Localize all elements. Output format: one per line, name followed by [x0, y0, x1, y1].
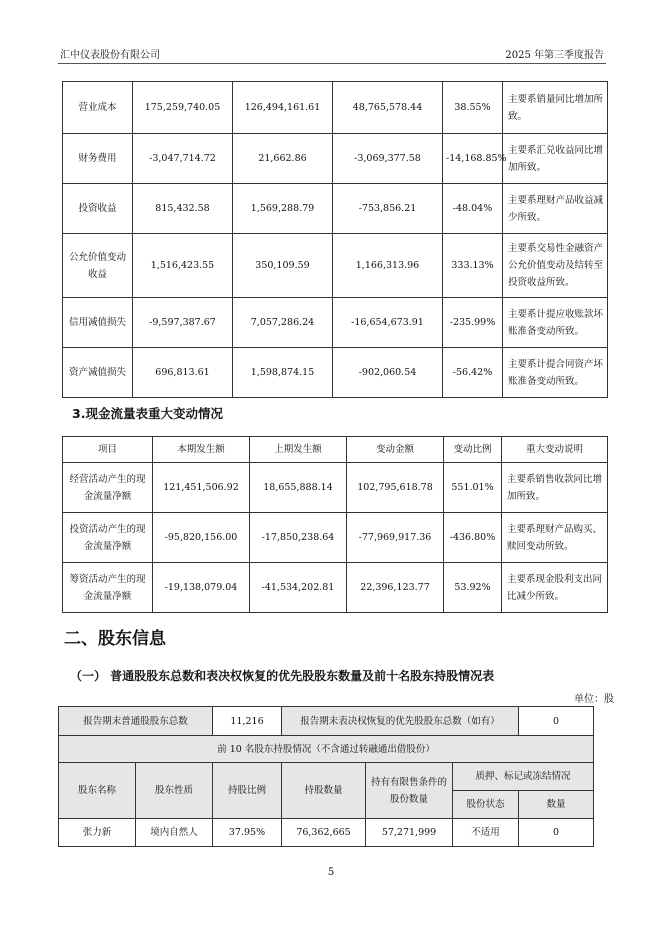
change-reason: 主要系现金股利支出同比减少所致。 [502, 563, 608, 613]
preferred-holders-label: 报告期末表决权恢复的优先股股东总数（如有） [282, 707, 519, 736]
change-amount: -902,060.54 [333, 348, 443, 398]
current-amount: 121,451,506.92 [153, 463, 250, 513]
shareholders-table [58, 706, 594, 847]
previous-amount: 18,655,888.14 [250, 463, 347, 513]
current-amount: -3,047,714.72 [133, 134, 233, 184]
table-row [63, 348, 608, 398]
table-row [63, 82, 608, 134]
change-ratio: -48.04% [443, 184, 503, 234]
current-amount: 1,516,423.55 [133, 234, 233, 298]
col-header-reason: 重大变动说明 [502, 437, 608, 463]
change-ratio: -235.99% [443, 298, 503, 348]
section-shareholders-title: 二、股东信息 [64, 629, 166, 649]
previous-amount: -17,850,238.64 [250, 513, 347, 563]
previous-amount: 1,598,874.15 [233, 348, 333, 398]
change-reason: 主要系销售收款同比增加所致。 [502, 463, 608, 513]
shareholder-total-row [59, 707, 594, 736]
row-item: 经营活动产生的现金流量净额 [63, 463, 153, 513]
previous-amount: 126,494,161.61 [233, 82, 333, 134]
table-header-row [63, 437, 608, 463]
current-amount: -95,820,156.00 [153, 513, 250, 563]
row-item: 投资收益 [63, 184, 133, 234]
change-amount: 102,795,618.78 [347, 463, 444, 513]
change-ratio: -56.42% [443, 348, 503, 398]
top10-label: 前 10 名股东持股情况（不含通过转融通出借股份） [59, 736, 594, 763]
table-row [63, 184, 608, 234]
col-header-name: 股东名称 [59, 763, 136, 819]
holder-name: 张力新 [59, 819, 136, 847]
cashflow-changes-table [62, 436, 608, 613]
holder-pledge-qty: 0 [519, 819, 594, 847]
table-row [59, 819, 594, 847]
row-item: 信用减值损失 [63, 298, 133, 348]
current-amount: -9,597,387.67 [133, 298, 233, 348]
row-item: 投资活动产生的现金流量净额 [63, 513, 153, 563]
change-amount: -753,856.21 [333, 184, 443, 234]
table-row [63, 134, 608, 184]
col-header-ratio: 持股比例 [213, 763, 282, 819]
current-amount: 696,813.61 [133, 348, 233, 398]
col-header-pledge: 质押、标记或冻结情况 [453, 763, 594, 791]
previous-amount: 350,109.59 [233, 234, 333, 298]
page-header [58, 43, 606, 64]
previous-amount: 21,662.86 [233, 134, 333, 184]
section-3-title: 3.现金流量表重大变动情况 [72, 406, 223, 421]
table-row [63, 463, 608, 513]
row-item: 资产减值损失 [63, 348, 133, 398]
change-reason: 主要系理财产品收益减少所致。 [503, 184, 608, 234]
change-reason: 主要系销量同比增加所致。 [503, 82, 608, 134]
change-amount: 48,765,578.44 [333, 82, 443, 134]
holder-qty: 76,362,665 [282, 819, 366, 847]
row-item: 筹资活动产生的现金流量净额 [63, 563, 153, 613]
previous-amount: 7,057,286.24 [233, 298, 333, 348]
col-header-ratio: 变动比例 [444, 437, 502, 463]
report-title: 2025 年第三季度报告 [505, 50, 604, 61]
change-ratio: 38.55% [443, 82, 503, 134]
change-amount: 1,166,313.96 [333, 234, 443, 298]
change-amount: -3,069,377.58 [333, 134, 443, 184]
col-header-nature: 股东性质 [136, 763, 213, 819]
holder-nature: 境内自然人 [136, 819, 213, 847]
current-amount: 815,432.58 [133, 184, 233, 234]
current-amount: -19,138,079.04 [153, 563, 250, 613]
change-ratio: -436.80% [444, 513, 502, 563]
col-header-pledge-status: 股份状态 [453, 791, 519, 819]
change-amount: -16,654,673.91 [333, 298, 443, 348]
col-header-item: 项目 [63, 437, 153, 463]
col-header-restricted: 持有有限售条件的股份数量 [366, 763, 453, 819]
top10-header-row [59, 736, 594, 763]
change-ratio: 53.92% [444, 563, 502, 613]
table-row [63, 513, 608, 563]
total-holders-label: 报告期末普通股股东总数 [59, 707, 213, 736]
previous-amount: -41,534,202.81 [250, 563, 347, 613]
table-row [63, 563, 608, 613]
col-header-current: 本期发生额 [153, 437, 250, 463]
col-header-previous: 上期发生额 [250, 437, 347, 463]
company-name: 汇中仪表股份有限公司 [60, 50, 160, 61]
change-reason: 主要系计提应收账款坏账准备变动所致。 [503, 298, 608, 348]
change-reason: 主要系汇兑收益同比增加所致。 [503, 134, 608, 184]
change-reason: 主要系计提合同资产坏账准备变动所致。 [503, 348, 608, 398]
change-reason: 主要系理财产品购买、赎回变动所致。 [502, 513, 608, 563]
change-amount: -77,969,917.36 [347, 513, 444, 563]
change-ratio: -14,168.85% [443, 134, 503, 184]
table-row [63, 298, 608, 348]
row-item: 公允价值变动收益 [63, 234, 133, 298]
table-header-row [59, 763, 594, 791]
previous-amount: 1,569,288.79 [233, 184, 333, 234]
change-ratio: 551.01% [444, 463, 502, 513]
change-reason: 主要系交易性金融资产公允价值变动及结转至投资收益所致。 [503, 234, 608, 298]
income-changes-table [62, 81, 608, 398]
holder-pledge-status: 不适用 [453, 819, 519, 847]
total-holders-value: 11,216 [213, 707, 282, 736]
change-amount: 22,396,123.77 [347, 563, 444, 613]
row-item: 财务费用 [63, 134, 133, 184]
preferred-holders-value: 0 [519, 707, 594, 736]
col-header-pledge-qty: 数量 [519, 791, 594, 819]
current-amount: 175,259,740.05 [133, 82, 233, 134]
col-header-qty: 持股数量 [282, 763, 366, 819]
holder-restricted: 57,271,999 [366, 819, 453, 847]
shareholders-subtitle: （一） 普通股股东总数和表决权恢复的优先股股东数量及前十名股东持股情况表 [70, 669, 495, 683]
unit-label: 单位：股 [574, 694, 614, 705]
col-header-change: 变动金额 [347, 437, 444, 463]
holder-ratio: 37.95% [213, 819, 282, 847]
table-row [63, 234, 608, 298]
page-number: 5 [327, 867, 335, 878]
change-ratio: 333.13% [443, 234, 503, 298]
row-item: 营业成本 [63, 82, 133, 134]
